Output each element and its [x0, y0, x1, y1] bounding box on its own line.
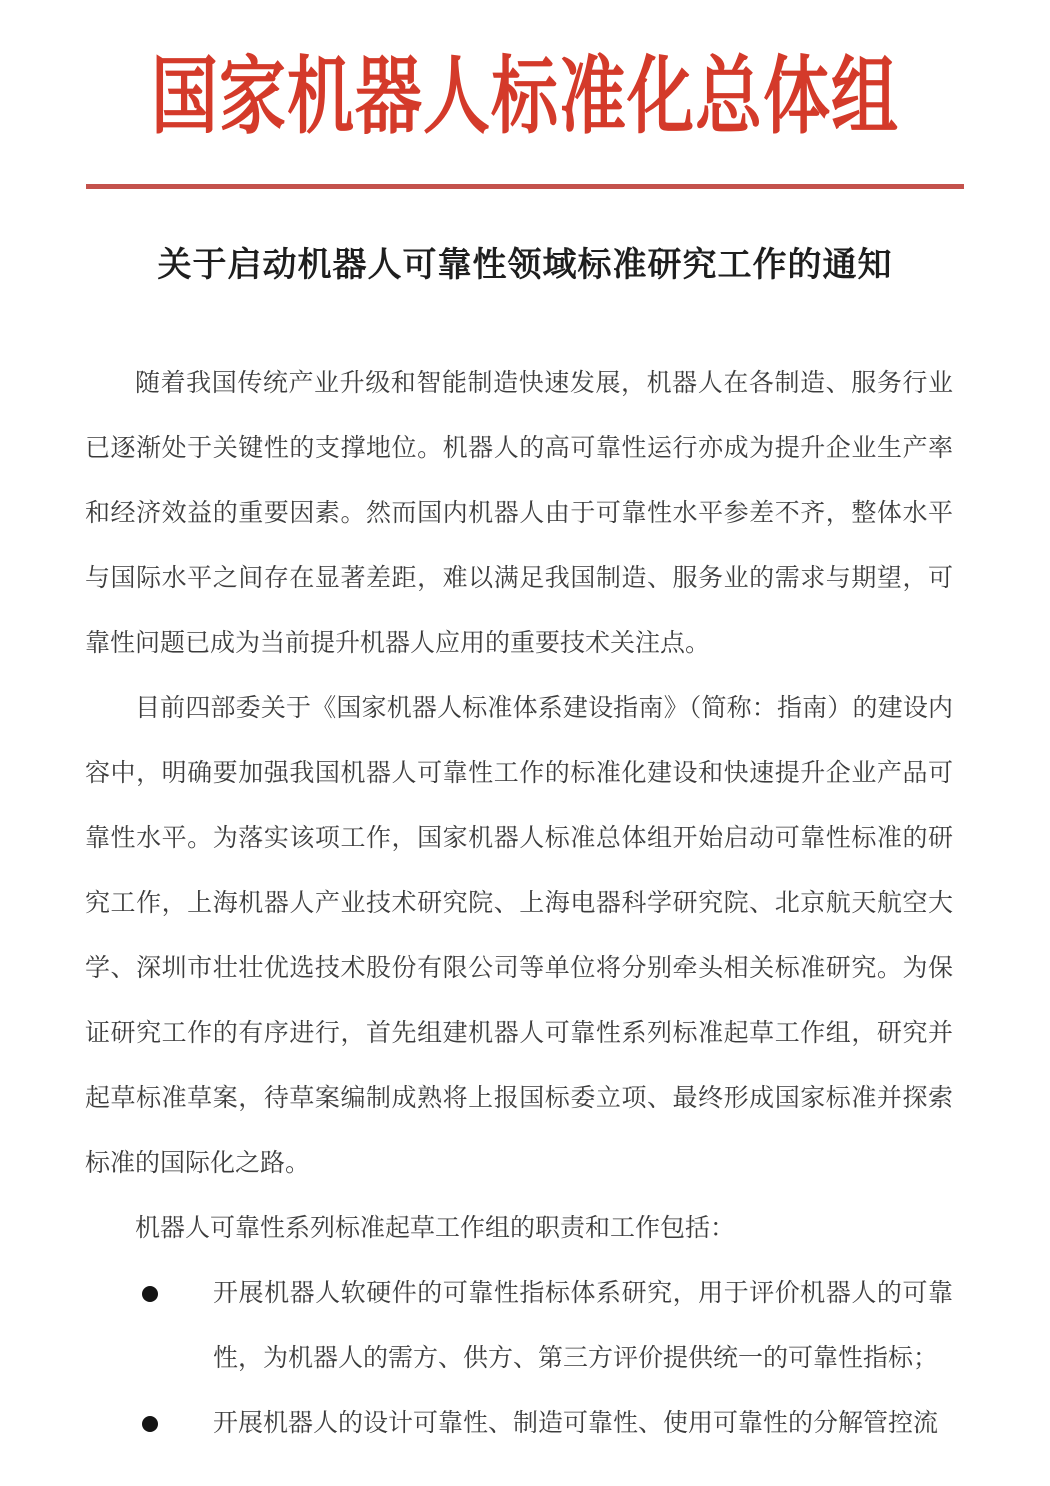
paragraph-intro: 随着我国传统产业升级和智能制造快速发展，机器人在各制造、服务行业已逐渐处于关键性的支撑地位。机器人的高可靠性运行亦成为提升企业生产率和经济效益的重要因素。然而国内机器人由于可靠性水平参差不齐，整体水平与国际水平之间存在显著差距，难以满足我国制造、服务业的需求与期望，可靠性问题已成为当前提升机器人应用的重要技术关注点。	[85, 370, 953, 657]
bullet-icon	[142, 1286, 158, 1302]
bullet-item	[85, 1261, 953, 1391]
letterhead-divider	[86, 184, 964, 189]
paragraph-background: 目前四部委关于《国家机器人标准体系建设指南》（简称：指南）的建设内容中，明确要加强我国机器人可靠性工作的标准化建设和快速提升企业产品可靠性水平。为落实该项工作，国家机器人标准总体组开始启动可靠性标准的研究工作，上海机器人产业技术研究院、上海电器科学研究院、北京航天航空大学、深圳市壮壮优选技术股份有限公司等单位将分别牵头相关标准研究。为保证研究工作的有序进行，首先组建机器人可靠性系列标准起草工作组，研究并起草标准草案，待草案编制成熟将上报国标委立项、最终形成国家标准并探索标准的国际化之路。	[85, 695, 953, 1177]
duties-bullet-list	[85, 1261, 953, 1456]
bullet-icon	[142, 1416, 158, 1432]
document-body	[0, 351, 1050, 1456]
paragraph-duties-intro: 机器人可靠性系列标准起草工作组的职责和工作包括：	[135, 1215, 736, 1242]
letterhead-title: 国家机器人标准化总体组	[151, 50, 899, 145]
bullet-item-text: 开展机器人的设计可靠性、制造可靠性、使用可靠性的分解管控流	[213, 1410, 939, 1437]
bullet-item	[85, 1391, 953, 1456]
bullet-item-text: 开展机器人软硬件的可靠性指标体系研究，用于评价机器人的可靠性，为机器人的需方、供方、第三方评价提供统一的可靠性指标；	[213, 1280, 953, 1372]
document-title: 关于启动机器人可靠性领域标准研究工作的通知	[157, 247, 893, 284]
